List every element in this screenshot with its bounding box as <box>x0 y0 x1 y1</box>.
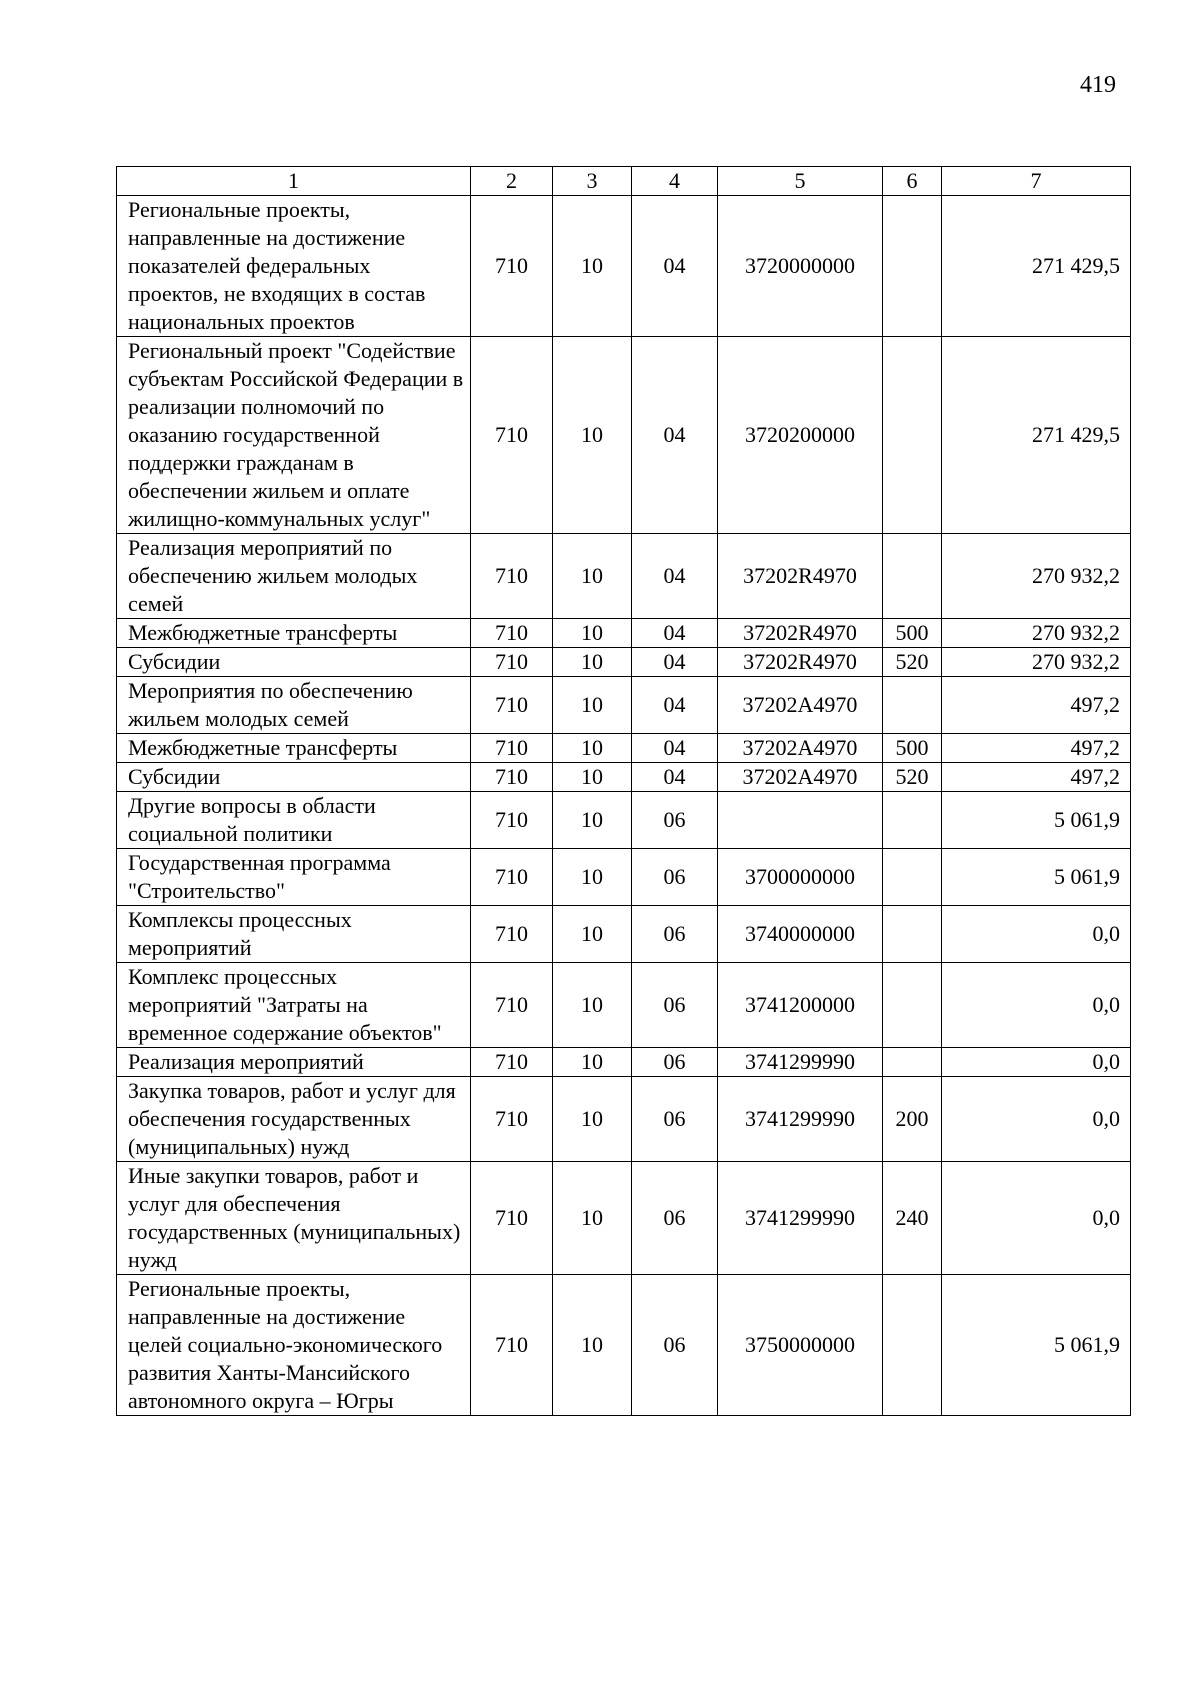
row-col6-cell: 520 <box>883 763 942 792</box>
table-row <box>117 734 1131 763</box>
row-amount-cell: 497,2 <box>942 763 1131 792</box>
table-row <box>117 337 1131 534</box>
row-col4-cell: 06 <box>632 792 718 849</box>
row-amount-cell: 270 932,2 <box>942 648 1131 677</box>
row-col5-cell: 37202A4970 <box>718 763 883 792</box>
row-amount-cell: 270 932,2 <box>942 619 1131 648</box>
table-row <box>117 792 1131 849</box>
row-name-cell: Комплекс процессных мероприятий "Затраты на временное содержание объектов" <box>117 963 471 1048</box>
row-col3-cell: 10 <box>553 534 632 619</box>
row-col3-cell: 10 <box>553 196 632 337</box>
row-col5-cell: 3741200000 <box>718 963 883 1048</box>
column-header: 4 <box>632 167 718 196</box>
row-col3-cell: 10 <box>553 1275 632 1416</box>
row-name-cell: Мероприятия по обеспечению жильем молодых семей <box>117 677 471 734</box>
row-col4-cell: 04 <box>632 534 718 619</box>
row-col3-cell: 10 <box>553 1077 632 1162</box>
row-col4-cell: 06 <box>632 963 718 1048</box>
row-col3-cell: 10 <box>553 792 632 849</box>
row-name-cell: Реализация мероприятий по обеспечению жильем молодых семей <box>117 534 471 619</box>
row-col6-cell <box>883 849 942 906</box>
row-col5-cell: 37202A4970 <box>718 677 883 734</box>
row-col5-cell: 3720000000 <box>718 196 883 337</box>
row-col6-cell <box>883 337 942 534</box>
row-name-cell: Другие вопросы в области социальной политики <box>117 792 471 849</box>
row-col2-cell: 710 <box>471 734 553 763</box>
row-col4-cell: 06 <box>632 849 718 906</box>
row-amount-cell: 0,0 <box>942 1162 1131 1275</box>
row-col6-cell <box>883 677 942 734</box>
row-col3-cell: 10 <box>553 337 632 534</box>
row-col3-cell: 10 <box>553 906 632 963</box>
row-col3-cell: 10 <box>553 648 632 677</box>
row-col6-cell <box>883 963 942 1048</box>
table-row <box>117 1048 1131 1077</box>
row-col3-cell: 10 <box>553 1162 632 1275</box>
row-col2-cell: 710 <box>471 534 553 619</box>
table-row <box>117 196 1131 337</box>
row-amount-cell: 271 429,5 <box>942 196 1131 337</box>
row-col2-cell: 710 <box>471 1077 553 1162</box>
row-col5-cell: 3700000000 <box>718 849 883 906</box>
row-col6-cell <box>883 906 942 963</box>
row-col4-cell: 04 <box>632 648 718 677</box>
table-row <box>117 849 1131 906</box>
table-row <box>117 906 1131 963</box>
row-col2-cell: 710 <box>471 1275 553 1416</box>
table-row <box>117 1162 1131 1275</box>
column-header: 5 <box>718 167 883 196</box>
row-col6-cell: 520 <box>883 648 942 677</box>
row-amount-cell: 0,0 <box>942 906 1131 963</box>
row-col2-cell: 710 <box>471 906 553 963</box>
row-name-cell: Межбюджетные трансферты <box>117 619 471 648</box>
column-header: 2 <box>471 167 553 196</box>
row-col5-cell: 3740000000 <box>718 906 883 963</box>
table-row <box>117 648 1131 677</box>
page-number: 419 <box>1080 72 1116 98</box>
row-col5-cell <box>718 792 883 849</box>
row-name-cell: Закупка товаров, работ и услуг для обеспечения государственных (муниципальных) нужд <box>117 1077 471 1162</box>
table-row <box>117 763 1131 792</box>
row-col6-cell: 200 <box>883 1077 942 1162</box>
row-col4-cell: 04 <box>632 619 718 648</box>
table-row <box>117 534 1131 619</box>
table-row <box>117 1275 1131 1416</box>
row-col4-cell: 06 <box>632 1077 718 1162</box>
row-col2-cell: 710 <box>471 337 553 534</box>
row-col6-cell <box>883 1275 942 1416</box>
row-col5-cell: 3741299990 <box>718 1077 883 1162</box>
row-col6-cell <box>883 792 942 849</box>
row-name-cell: Иные закупки товаров, работ и услуг для обеспечения государственных (муниципальных) нужд <box>117 1162 471 1275</box>
column-header: 7 <box>942 167 1131 196</box>
row-col3-cell: 10 <box>553 1048 632 1077</box>
row-amount-cell: 0,0 <box>942 963 1131 1048</box>
row-name-cell: Комплексы процессных мероприятий <box>117 906 471 963</box>
row-col6-cell: 500 <box>883 619 942 648</box>
row-col3-cell: 10 <box>553 619 632 648</box>
row-col3-cell: 10 <box>553 677 632 734</box>
column-header: 1 <box>117 167 471 196</box>
row-col5-cell: 37202A4970 <box>718 734 883 763</box>
row-name-cell: Региональные проекты, направленные на достижение целей социально-экономического развития Ханты-Мансийского автономного округа – Югры <box>117 1275 471 1416</box>
row-col4-cell: 06 <box>632 1048 718 1077</box>
column-header: 6 <box>883 167 942 196</box>
row-amount-cell: 271 429,5 <box>942 337 1131 534</box>
row-col2-cell: 710 <box>471 677 553 734</box>
column-header: 3 <box>553 167 632 196</box>
row-name-cell: Региональные проекты, направленные на достижение показателей федеральных проектов, не входящих в состав национальных проектов <box>117 196 471 337</box>
row-col3-cell: 10 <box>553 849 632 906</box>
row-col6-cell: 500 <box>883 734 942 763</box>
table-row <box>117 677 1131 734</box>
row-col4-cell: 06 <box>632 906 718 963</box>
row-col4-cell: 06 <box>632 1162 718 1275</box>
row-col2-cell: 710 <box>471 1048 553 1077</box>
table-row <box>117 1077 1131 1162</box>
row-name-cell: Межбюджетные трансферты <box>117 734 471 763</box>
row-col5-cell: 3741299990 <box>718 1162 883 1275</box>
row-col4-cell: 04 <box>632 677 718 734</box>
row-amount-cell: 5 061,9 <box>942 792 1131 849</box>
row-col2-cell: 710 <box>471 196 553 337</box>
row-col2-cell: 710 <box>471 648 553 677</box>
row-col5-cell: 37202R4970 <box>718 619 883 648</box>
row-amount-cell: 497,2 <box>942 677 1131 734</box>
table-row <box>117 963 1131 1048</box>
row-col6-cell: 240 <box>883 1162 942 1275</box>
row-col5-cell: 3720200000 <box>718 337 883 534</box>
row-col5-cell: 37202R4970 <box>718 648 883 677</box>
row-col2-cell: 710 <box>471 619 553 648</box>
row-amount-cell: 0,0 <box>942 1077 1131 1162</box>
row-name-cell: Реализация мероприятий <box>117 1048 471 1077</box>
row-col6-cell <box>883 534 942 619</box>
row-name-cell: Субсидии <box>117 763 471 792</box>
row-col4-cell: 06 <box>632 1275 718 1416</box>
row-col3-cell: 10 <box>553 963 632 1048</box>
row-col2-cell: 710 <box>471 1162 553 1275</box>
table-row <box>117 619 1131 648</box>
row-amount-cell: 270 932,2 <box>942 534 1131 619</box>
row-col5-cell: 3741299990 <box>718 1048 883 1077</box>
row-col2-cell: 710 <box>471 963 553 1048</box>
row-col4-cell: 04 <box>632 734 718 763</box>
row-name-cell: Государственная программа "Строительство" <box>117 849 471 906</box>
row-name-cell: Региональный проект "Содействие субъектам Российской Федерации в реализации полномочий по оказанию государственной поддержки гражданам в обеспечении жильем и оплате жилищно-коммунальных услуг" <box>117 337 471 534</box>
row-col3-cell: 10 <box>553 734 632 763</box>
row-col4-cell: 04 <box>632 337 718 534</box>
row-col2-cell: 710 <box>471 763 553 792</box>
row-col2-cell: 710 <box>471 792 553 849</box>
table-header-row <box>117 167 1131 196</box>
row-col5-cell: 37202R4970 <box>718 534 883 619</box>
row-amount-cell: 497,2 <box>942 734 1131 763</box>
row-amount-cell: 5 061,9 <box>942 1275 1131 1416</box>
row-amount-cell: 0,0 <box>942 1048 1131 1077</box>
row-col2-cell: 710 <box>471 849 553 906</box>
row-col4-cell: 04 <box>632 763 718 792</box>
row-amount-cell: 5 061,9 <box>942 849 1131 906</box>
row-col4-cell: 04 <box>632 196 718 337</box>
row-col6-cell <box>883 1048 942 1077</box>
row-col3-cell: 10 <box>553 763 632 792</box>
row-col5-cell: 3750000000 <box>718 1275 883 1416</box>
row-name-cell: Субсидии <box>117 648 471 677</box>
row-col6-cell <box>883 196 942 337</box>
budget-table <box>116 166 1131 1416</box>
